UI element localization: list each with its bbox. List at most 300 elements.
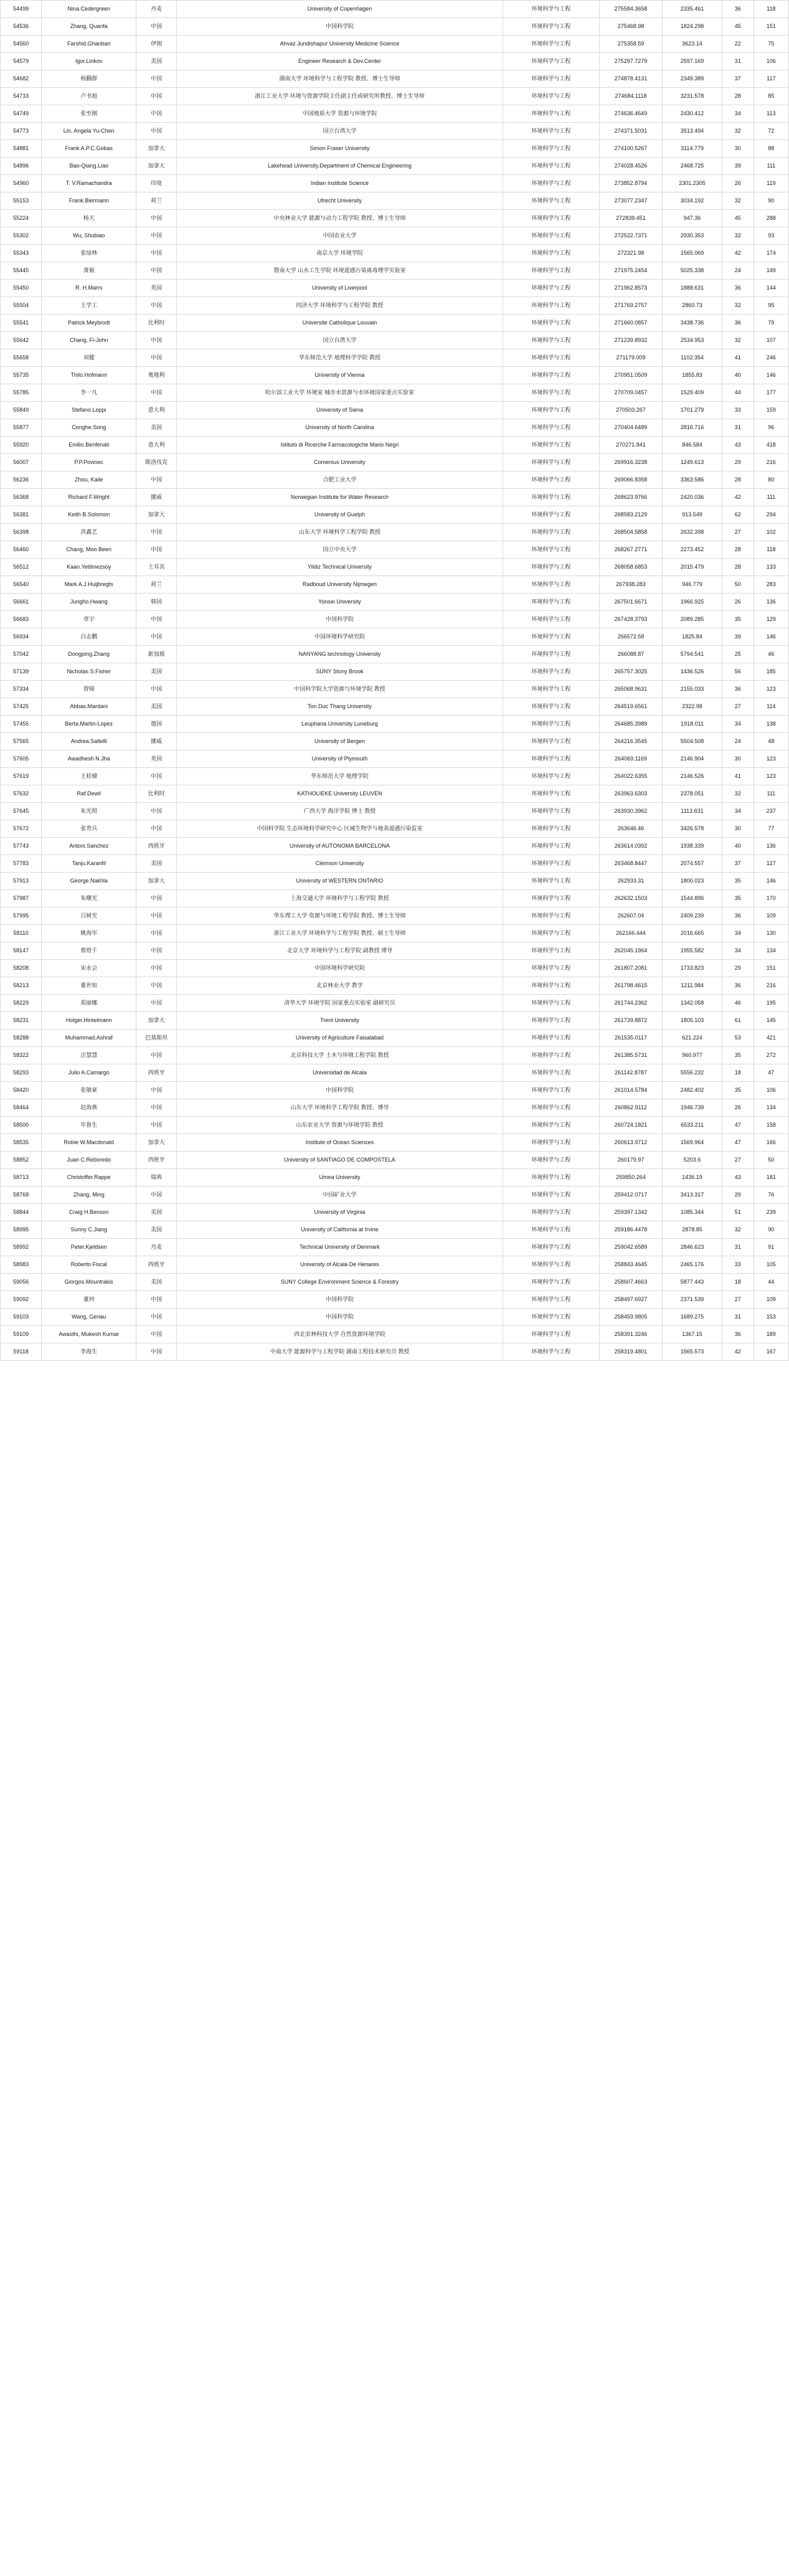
cell-country: 德国 (136, 716, 177, 733)
cell-metric3: 61 (722, 1012, 754, 1030)
cell-name: P.P.Povinec (42, 454, 136, 471)
cell-country: 荷兰 (136, 576, 177, 594)
cell-field: 环境科学与工程 (503, 1204, 599, 1221)
cell-affiliation: Yildiz Technical University (177, 559, 503, 576)
cell-metric4: 96 (754, 419, 788, 437)
cell-metric2: 3513.494 (663, 123, 722, 140)
cell-metric4: 185 (754, 663, 788, 681)
cell-country: 荷兰 (136, 192, 177, 210)
cell-name: 曾锦 (42, 681, 136, 698)
cell-metric1: 261807.2081 (599, 960, 662, 977)
cell-metric4: 134 (754, 1099, 788, 1117)
cell-metric4: 166 (754, 1134, 788, 1152)
cell-metric1: 260724.1821 (599, 1117, 662, 1134)
table-row (1, 1, 789, 18)
cell-id: 56236 (1, 471, 42, 489)
cell-name: Wang, Genau (42, 1309, 136, 1326)
cell-country: 美国 (136, 663, 177, 681)
cell-affiliation: Utrecht University (177, 192, 503, 210)
cell-metric3: 50 (722, 576, 754, 594)
cell-field: 环境科学与工程 (503, 751, 599, 768)
table-row (1, 1169, 789, 1186)
cell-affiliation: 中国环境科学研究院 (177, 628, 503, 646)
cell-metric3: 25 (722, 646, 754, 663)
cell-name: 蔡煜千 (42, 942, 136, 960)
cell-metric3: 31 (722, 419, 754, 437)
cell-metric2: 1888.631 (663, 280, 722, 297)
cell-name: Berta.Martin-Lopez (42, 716, 136, 733)
cell-metric1: 268583.2129 (599, 506, 662, 524)
cell-metric4: 119 (754, 175, 788, 192)
cell-name: 董珂 (42, 1291, 136, 1309)
cell-affiliation: 山东大学 环境科学工程学院 教授 (177, 524, 503, 541)
cell-affiliation: 华东师范大学 地理科学学院 教授 (177, 349, 503, 367)
cell-metric2: 1855.83 (663, 367, 722, 384)
cell-name: 张至刚 (42, 105, 136, 123)
cell-metric4: 159 (754, 402, 788, 419)
cell-field: 环境科学与工程 (503, 245, 599, 262)
cell-id: 54499 (1, 1, 42, 18)
cell-metric3: 36 (722, 907, 754, 925)
table-row (1, 541, 789, 559)
table-row (1, 297, 789, 315)
cell-field: 环境科学与工程 (503, 140, 599, 158)
cell-affiliation: NANYANG technology University (177, 646, 503, 663)
table-row (1, 716, 789, 733)
cell-metric3: 42 (722, 1343, 754, 1361)
cell-name: Muhammad.Ashraf (42, 1030, 136, 1047)
cell-metric1: 274684.1118 (599, 88, 662, 105)
table-row (1, 1012, 789, 1030)
cell-metric4: 113 (754, 105, 788, 123)
cell-country: 美国 (136, 1221, 177, 1239)
cell-id: 58231 (1, 1012, 42, 1030)
cell-name: Giorgos.Mountrakis (42, 1274, 136, 1291)
cell-field: 环境科学与工程 (503, 768, 599, 785)
cell-metric3: 43 (722, 1169, 754, 1186)
cell-name: Zhang, Quanfa (42, 18, 136, 36)
cell-field: 环境科学与工程 (503, 489, 599, 506)
cell-metric4: 170 (754, 890, 788, 907)
cell-metric4: 272 (754, 1047, 788, 1064)
cell-metric3: 29 (722, 1186, 754, 1204)
cell-metric1: 271179.009 (599, 349, 662, 367)
cell-field: 环境科学与工程 (503, 227, 599, 245)
cell-metric3: 53 (722, 1030, 754, 1047)
cell-affiliation: University of California at Irvine (177, 1221, 503, 1239)
cell-id: 56512 (1, 559, 42, 576)
cell-metric3: 51 (722, 1204, 754, 1221)
cell-name: Nina.Cedergreen (42, 1, 136, 18)
cell-metric1: 267938.283 (599, 576, 662, 594)
cell-metric1: 261739.8872 (599, 1012, 662, 1030)
cell-metric2: 1946.739 (663, 1099, 722, 1117)
cell-affiliation: 中国地质大学 资源与环境学院 (177, 105, 503, 123)
cell-id: 56368 (1, 489, 42, 506)
cell-name: Wu, Shubiao (42, 227, 136, 245)
cell-metric4: 146 (754, 873, 788, 890)
cell-metric2: 3438.736 (663, 315, 722, 332)
table-row (1, 105, 789, 123)
cell-metric4: 90 (754, 1221, 788, 1239)
cell-name: Thilo.Hofmann (42, 367, 136, 384)
cell-metric3: 34 (722, 716, 754, 733)
cell-name: Conghe.Song (42, 419, 136, 437)
cell-id: 57334 (1, 681, 42, 698)
cell-id: 58293 (1, 1064, 42, 1082)
cell-metric3: 26 (722, 175, 754, 192)
cell-affiliation: Institute of Ocean Sciences (177, 1134, 503, 1152)
cell-metric3: 35 (722, 890, 754, 907)
cell-name: Zhou, Kaile (42, 471, 136, 489)
cell-affiliation: University of Bergen (177, 733, 503, 751)
cell-field: 环境科学与工程 (503, 402, 599, 419)
cell-metric4: 216 (754, 454, 788, 471)
cell-id: 54733 (1, 88, 42, 105)
cell-metric2: 1800.023 (663, 873, 722, 890)
cell-country: 印度 (136, 175, 177, 192)
cell-name: Awasthi, Mukesh Kumar (42, 1326, 136, 1343)
cell-id: 58768 (1, 1186, 42, 1204)
table-row (1, 785, 789, 803)
cell-metric1: 264069.1169 (599, 751, 662, 768)
cell-name: Zhang, Ming (42, 1186, 136, 1204)
cell-metric2: 3034.192 (663, 192, 722, 210)
cell-metric4: 146 (754, 628, 788, 646)
cell-metric2: 2816.716 (663, 419, 722, 437)
cell-metric2: 960.977 (663, 1047, 722, 1064)
cell-field: 环境科学与工程 (503, 925, 599, 942)
cell-metric1: 271769.2757 (599, 297, 662, 315)
cell-metric1: 275297.7279 (599, 53, 662, 70)
table-row (1, 611, 789, 628)
table-row (1, 1256, 789, 1274)
cell-metric4: 117 (754, 70, 788, 88)
cell-field: 环境科学与工程 (503, 1309, 599, 1326)
cell-metric2: 846.584 (663, 437, 722, 454)
cell-metric4: 151 (754, 960, 788, 977)
table-row (1, 175, 789, 192)
cell-metric3: 32 (722, 192, 754, 210)
table-row (1, 960, 789, 977)
cell-name: Raf.Dewil (42, 785, 136, 803)
cell-name: Peter.Kjeldsen (42, 1239, 136, 1256)
cell-affiliation: 中国科学院大学资源与环境学院 教授 (177, 681, 503, 698)
table-row (1, 245, 789, 262)
cell-metric1: 258497.6927 (599, 1291, 662, 1309)
cell-affiliation: University of Liverpool (177, 280, 503, 297)
cell-country: 中国 (136, 70, 177, 88)
cell-affiliation: 中国科学院 (177, 1082, 503, 1099)
cell-metric3: 26 (722, 1099, 754, 1117)
cell-field: 环境科学与工程 (503, 105, 599, 123)
cell-metric3: 27 (722, 1152, 754, 1169)
cell-name: Christoffer.Rappe (42, 1169, 136, 1186)
cell-name: 白志鹏 (42, 628, 136, 646)
cell-country: 中国 (136, 1343, 177, 1361)
cell-country: 中国 (136, 18, 177, 36)
cell-country: 美国 (136, 698, 177, 716)
cell-metric4: 91 (754, 1239, 788, 1256)
cell-metric4: 177 (754, 384, 788, 402)
cell-id: 57632 (1, 785, 42, 803)
cell-metric3: 35 (722, 611, 754, 628)
cell-field: 环境科学与工程 (503, 1064, 599, 1082)
cell-field: 环境科学与工程 (503, 175, 599, 192)
cell-metric3: 56 (722, 663, 754, 681)
table-row (1, 855, 789, 873)
cell-field: 环境科学与工程 (503, 88, 599, 105)
cell-country: 中国 (136, 245, 177, 262)
cell-metric1: 260613.9712 (599, 1134, 662, 1152)
table-row (1, 384, 789, 402)
cell-metric4: 246 (754, 349, 788, 367)
cell-metric2: 3231.578 (663, 88, 722, 105)
cell-affiliation: University of Plymouth (177, 751, 503, 768)
cell-name: Stefano.Loppi (42, 402, 136, 419)
cell-id: 58110 (1, 925, 42, 942)
cell-country: 中国 (136, 611, 177, 628)
cell-name: Robie W.Macdonald (42, 1134, 136, 1152)
cell-metric1: 274636.4649 (599, 105, 662, 123)
cell-name: 章宇 (42, 611, 136, 628)
table-row (1, 1099, 789, 1117)
cell-name: Tanju.Karanfil (42, 855, 136, 873)
cell-metric1: 268267.2771 (599, 541, 662, 559)
cell-affiliation: 中国农业大学 (177, 227, 503, 245)
table-row (1, 803, 789, 820)
cell-metric3: 35 (722, 1082, 754, 1099)
cell-country: 比利时 (136, 315, 177, 332)
cell-metric3: 28 (722, 541, 754, 559)
cell-field: 环境科学与工程 (503, 471, 599, 489)
cell-affiliation: 湖南大学 环境科学与工程学院 教授、博士生导师 (177, 70, 503, 88)
table-row (1, 1326, 789, 1343)
cell-id: 57605 (1, 751, 42, 768)
cell-country: 加拿大 (136, 158, 177, 175)
cell-country: 美国 (136, 855, 177, 873)
cell-metric1: 270503.267 (599, 402, 662, 419)
cell-id: 54536 (1, 18, 42, 36)
cell-metric4: 145 (754, 1012, 788, 1030)
cell-metric4: 118 (754, 1, 788, 18)
cell-name: Emilio.Benfenati (42, 437, 136, 454)
cell-metric1: 274878.4131 (599, 70, 662, 88)
cell-metric4: 167 (754, 1343, 788, 1361)
cell-id: 58535 (1, 1134, 42, 1152)
cell-metric4: 111 (754, 785, 788, 803)
cell-affiliation: Radboud University Nijmegen (177, 576, 503, 594)
table-row (1, 1117, 789, 1134)
table-row (1, 88, 789, 105)
cell-country: 中国 (136, 907, 177, 925)
cell-metric1: 261535.0117 (599, 1030, 662, 1047)
cell-name: Antoni.Sanchez (42, 838, 136, 855)
cell-name: Patrick.Meybrodt (42, 315, 136, 332)
cell-country: 新加坡 (136, 646, 177, 663)
cell-field: 环境科学与工程 (503, 942, 599, 960)
cell-metric2: 2860.73 (663, 297, 722, 315)
cell-name: Roberto.Fiscal (42, 1256, 136, 1274)
cell-metric2: 2146.526 (663, 768, 722, 785)
cell-affiliation: Lakehead University.Department of Chemical Engineering (177, 158, 503, 175)
cell-metric2: 2146.904 (663, 751, 722, 768)
cell-metric2: 2420.036 (663, 489, 722, 506)
cell-country: 中国 (136, 681, 177, 698)
cell-affiliation: Engineer Research & Dev.Center (177, 53, 503, 70)
cell-field: 环境科学与工程 (503, 506, 599, 524)
cell-id: 55785 (1, 384, 42, 402)
cell-metric4: 72 (754, 123, 788, 140)
cell-metric2: 3426.578 (663, 820, 722, 838)
cell-metric1: 275584.3658 (599, 1, 662, 18)
table-row (1, 489, 789, 506)
table-row (1, 158, 789, 175)
cell-metric3: 31 (722, 53, 754, 70)
cell-metric4: 133 (754, 559, 788, 576)
cell-metric1: 270709.0457 (599, 384, 662, 402)
table-row (1, 1239, 789, 1256)
cell-metric2: 5794.541 (663, 646, 722, 663)
cell-metric3: 28 (722, 559, 754, 576)
cell-metric3: 28 (722, 471, 754, 489)
cell-metric3: 31 (722, 1239, 754, 1256)
cell-metric3: 36 (722, 681, 754, 698)
cell-metric4: 50 (754, 1152, 788, 1169)
cell-affiliation: 华东理工大学 资源与环境工程学院 教授、博士生导师 (177, 907, 503, 925)
cell-metric1: 263614.0392 (599, 838, 662, 855)
cell-name: 洪鑫艺 (42, 524, 136, 541)
cell-metric2: 3413.317 (663, 1186, 722, 1204)
cell-name: 杨天 (42, 210, 136, 227)
cell-field: 环境科学与工程 (503, 1186, 599, 1204)
cell-metric3: 29 (722, 960, 754, 977)
cell-field: 环境科学与工程 (503, 541, 599, 559)
cell-name: T. V.Ramachandra (42, 175, 136, 192)
cell-name: Sunny C.Jiang (42, 1221, 136, 1239)
table-row (1, 733, 789, 751)
cell-country: 中国 (136, 123, 177, 140)
cell-metric3: 36 (722, 315, 754, 332)
cell-field: 环境科学与工程 (503, 559, 599, 576)
cell-field: 环境科学与工程 (503, 210, 599, 227)
cell-metric4: 130 (754, 925, 788, 942)
cell-metric1: 265068.9631 (599, 681, 662, 698)
cell-metric2: 2597.169 (663, 53, 722, 70)
cell-metric1: 266572.58 (599, 628, 662, 646)
cell-name: Richard F.Wright (42, 489, 136, 506)
cell-field: 环境科学与工程 (503, 611, 599, 628)
cell-metric4: 75 (754, 36, 788, 53)
cell-affiliation: Simon Fraser University (177, 140, 503, 158)
cell-affiliation: 山东农业大学 资源与环境学院 教授 (177, 1117, 503, 1134)
cell-country: 美国 (136, 1274, 177, 1291)
cell-metric3: 30 (722, 751, 754, 768)
cell-field: 环境科学与工程 (503, 576, 599, 594)
cell-field: 环境科学与工程 (503, 838, 599, 855)
cell-affiliation: 清华大学 环境学院 国家重点实验室 副研究员 (177, 995, 503, 1012)
cell-field: 环境科学与工程 (503, 820, 599, 838)
cell-field: 环境科学与工程 (503, 663, 599, 681)
cell-metric3: 33 (722, 402, 754, 419)
cell-country: 中国 (136, 88, 177, 105)
cell-id: 58992 (1, 1239, 42, 1256)
cell-id: 55920 (1, 437, 42, 454)
cell-field: 环境科学与工程 (503, 855, 599, 873)
cell-affiliation: 山东大学 环境科学工程学院 教授、博导 (177, 1099, 503, 1117)
cell-metric1: 272522.7371 (599, 227, 662, 245)
cell-metric4: 181 (754, 1169, 788, 1186)
cell-metric2: 1102.354 (663, 349, 722, 367)
cell-country: 巴基斯坦 (136, 1030, 177, 1047)
cell-field: 环境科学与工程 (503, 1, 599, 18)
cell-affiliation: 中国环境科学研究院 (177, 960, 503, 977)
cell-id: 56661 (1, 594, 42, 611)
cell-metric2: 2371.539 (663, 1291, 722, 1309)
cell-metric2: 1733.823 (663, 960, 722, 977)
cell-id: 55642 (1, 332, 42, 349)
cell-name: Nicholas S.Fisher (42, 663, 136, 681)
cell-field: 环境科学与工程 (503, 681, 599, 698)
table-row (1, 1047, 789, 1064)
cell-id: 59118 (1, 1343, 42, 1361)
cell-affiliation: 中南大学 能源科学与工程学院 湖南工程技术研究员 教授 (177, 1343, 503, 1361)
cell-field: 环境科学与工程 (503, 1082, 599, 1099)
cell-id: 56540 (1, 576, 42, 594)
cell-affiliation: 浙江工业大学 环境与资源学院主任副主任或研究所教授、博士生导师 (177, 88, 503, 105)
table-row (1, 402, 789, 419)
cell-field: 环境科学与工程 (503, 36, 599, 53)
cell-metric2: 1529.409 (663, 384, 722, 402)
cell-affiliation: 北京大学 环境科学与工程学院 副教授 博导 (177, 942, 503, 960)
cell-name: Lin, Angela Yu-Chen (42, 123, 136, 140)
cell-metric3: 31 (722, 1309, 754, 1326)
cell-metric3: 26 (722, 594, 754, 611)
cell-affiliation: Technical University of Denmark (177, 1239, 503, 1256)
cell-metric4: 129 (754, 611, 788, 628)
cell-metric2: 5203.6 (663, 1152, 722, 1169)
cell-country: 意大利 (136, 402, 177, 419)
cell-metric3: 32 (722, 227, 754, 245)
cell-metric4: 48 (754, 733, 788, 751)
cell-metric4: 80 (754, 471, 788, 489)
cell-affiliation: 北京科技大学 土木与环境工程学院 教授 (177, 1047, 503, 1064)
cell-metric2: 2015.479 (663, 559, 722, 576)
cell-metric3: 46 (722, 995, 754, 1012)
cell-metric3: 42 (722, 489, 754, 506)
cell-metric1: 262933.31 (599, 873, 662, 890)
cell-field: 环境科学与工程 (503, 1291, 599, 1309)
cell-metric4: 134 (754, 942, 788, 960)
cell-name: Andrea.Saltelli (42, 733, 136, 751)
cell-name: 卢书旭 (42, 88, 136, 105)
cell-affiliation: 中央林业大学 能源与动力工程学院 教授、博士生导师 (177, 210, 503, 227)
table-row (1, 594, 789, 611)
cell-metric1: 270951.0509 (599, 367, 662, 384)
cell-affiliation: 广西大学 海洋学院 博士 教授 (177, 803, 503, 820)
cell-id: 58208 (1, 960, 42, 977)
cell-metric4: 127 (754, 855, 788, 873)
cell-field: 环境科学与工程 (503, 733, 599, 751)
cell-id: 57913 (1, 873, 42, 890)
cell-country: 中国 (136, 977, 177, 995)
cell-metric4: 146 (754, 367, 788, 384)
cell-metric3: 34 (722, 925, 754, 942)
cell-affiliation: Yonsei University (177, 594, 503, 611)
cell-country: 丹麦 (136, 1, 177, 18)
cell-metric3: 35 (722, 1047, 754, 1064)
cell-metric1: 261798.4615 (599, 977, 662, 995)
